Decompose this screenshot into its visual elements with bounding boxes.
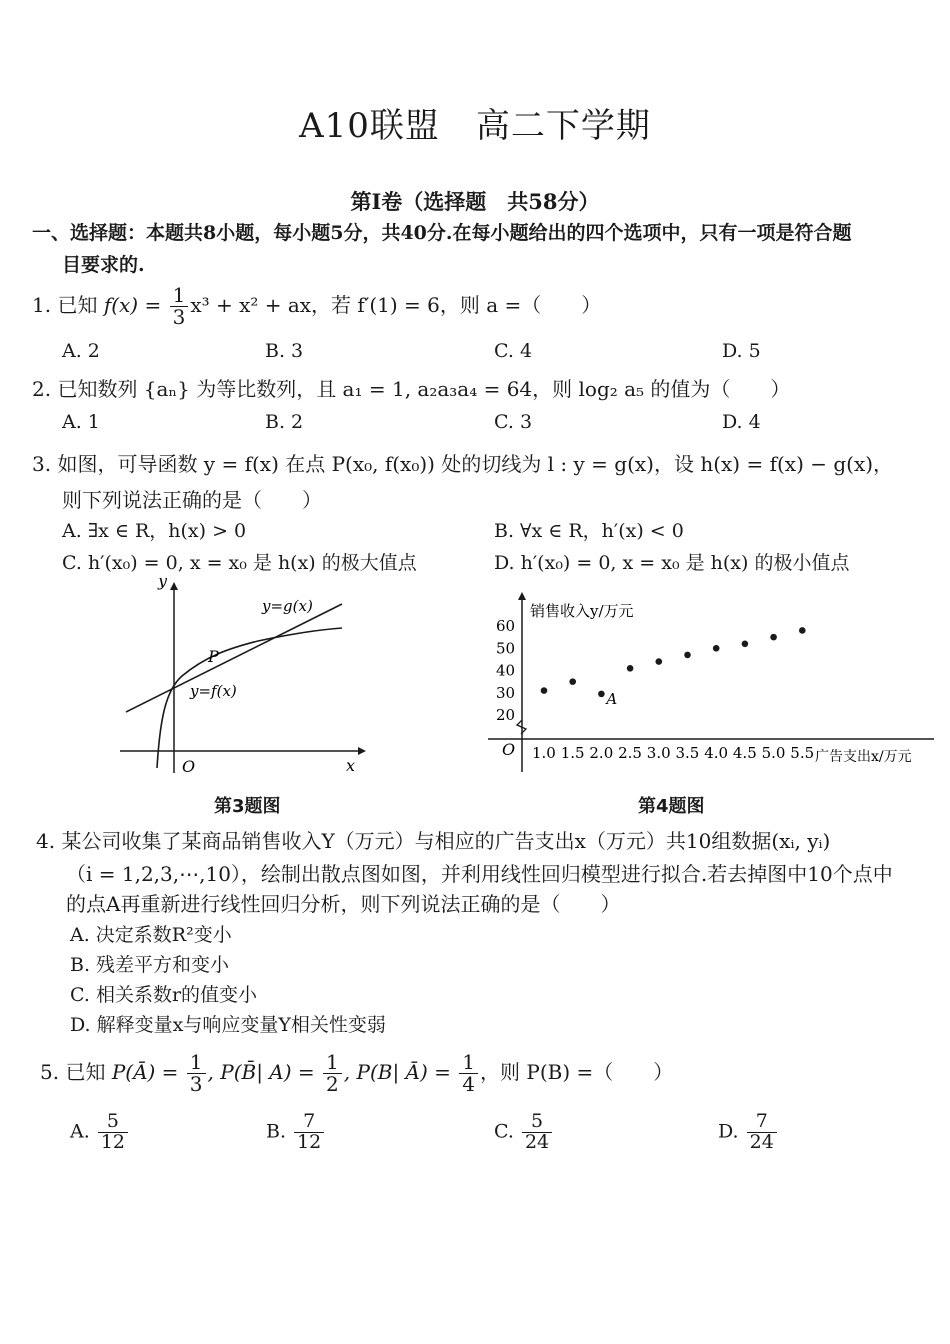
question-2	[32, 373, 790, 402]
figure-3-caption: 第3题图	[214, 796, 281, 817]
x-tick-label: 3.0	[646, 744, 671, 762]
title-right: 高二下学期	[475, 106, 651, 146]
chart-y-arrow	[518, 592, 526, 600]
question-number: 2.	[32, 377, 52, 401]
label-f: y=f(x)	[190, 682, 237, 700]
q5-option-b: B. $\frac{7}{12}$	[266, 1112, 326, 1153]
question-prefix: 已知	[65, 1060, 106, 1084]
p1-lhs: P(Ā) =	[111, 1060, 179, 1084]
p2-lhs: , P(B̄| A) =	[207, 1060, 315, 1084]
x-tick-label: 5.0	[761, 744, 786, 762]
x-tick-label: 1.5	[560, 744, 585, 762]
question-text: 已知数列 {aₙ} 为等比数列，且 a₁ = 1, a₂a₃a₄ = 64，则 log₂ a₅ 的值为（ ）	[57, 377, 791, 401]
y-tick-label: 20	[496, 706, 516, 724]
q5-option-c: C. $\frac{5}{24}$	[494, 1112, 554, 1153]
x-tick-label: 5.5	[790, 744, 815, 762]
q2-option-d: D. 4	[722, 411, 761, 433]
scatter-point	[799, 627, 806, 634]
x-tick-label: 1.0	[532, 744, 556, 762]
q2-option-c: C. 3	[494, 411, 533, 433]
question-4	[36, 825, 830, 854]
y-tick-label: 30	[496, 683, 516, 702]
question-4-line2: （i = 1,2,3,⋯,10），绘制出散点图如图，并利用线性回归模型进行拟合.若去掉图中10个点中	[66, 862, 893, 886]
question-4-line3: 的点A再重新进行线性回归分析，则下列说法正确的是（ ）	[66, 892, 621, 916]
q1-option-b: B. 3	[265, 340, 304, 362]
curve-f	[157, 628, 342, 768]
q4-option-c: C. 相关系数r的值变小	[70, 984, 258, 1006]
question-number: 5.	[40, 1060, 60, 1084]
q1-option-c: C. 4	[494, 340, 533, 362]
label-y: y	[158, 578, 168, 590]
y-tick-label: 60	[496, 617, 516, 635]
y-tick-label: 50	[496, 639, 516, 658]
scatter-point	[656, 658, 663, 665]
fraction: $\frac{1}{4}$	[459, 1052, 478, 1095]
q3-option-c: C. h′(x₀) = 0, x = x₀ 是 h(x) 的极大值点	[62, 552, 417, 574]
question-number: 1.	[32, 293, 52, 317]
scatter-point	[770, 634, 777, 641]
question-prefix: 已知	[57, 293, 98, 317]
q4-option-a: A. 决定系数R²变小	[70, 924, 232, 946]
figure-4-caption: 第4题图	[638, 796, 705, 817]
scatter-point	[627, 665, 634, 672]
x-tick-label: 4.5	[732, 744, 757, 762]
y-tick-label: 40	[496, 661, 516, 680]
question-3	[32, 448, 893, 477]
part-heading-line2: 目要求的.	[62, 254, 145, 276]
figure-4-chart	[484, 592, 946, 780]
q3-option-a: A. ∃x ∈ R，h(x) > 0	[62, 520, 247, 542]
chart-points	[541, 627, 806, 708]
label-x: x	[346, 756, 356, 775]
q4-option-b: B. 残差平方和变小	[70, 954, 230, 976]
part-heading-line1: 一、选择题：本题共8小题，每小题5分，共40分.在每小题给出的四个选项中，只有一项是符合题	[32, 222, 852, 244]
label-origin: O	[182, 757, 196, 776]
question-suffix: ，则 P(B) =（ ）	[480, 1060, 674, 1084]
figure-3	[110, 578, 370, 778]
expr-fx: f(x) =	[103, 293, 162, 317]
scatter-point	[569, 678, 576, 685]
section-title: 第Ⅰ卷（选择题 共58分）	[350, 189, 600, 214]
page-title	[0, 98, 950, 147]
question-3-line2: 则下列说法正确的是（ ）	[62, 488, 322, 512]
question-1	[32, 285, 601, 328]
question-text-line1: 如图，可导函数 y = f(x) 在点 P(x₀, f(x₀)) 处的切线为 l : y = g(x)，设 h(x) = f(x) − g(x)，	[57, 452, 894, 476]
fraction: $\frac{1}{3}$	[187, 1052, 206, 1095]
q4-option-d: D. 解释变量x与响应变量Y相关性变弱	[70, 1014, 386, 1036]
question-number: 4.	[36, 829, 56, 853]
scatter-point	[742, 641, 749, 648]
label-g: y=g(x)	[262, 597, 313, 615]
scatter-point	[684, 652, 691, 659]
q3-option-b: B. ∀x ∈ R，h′(x) < 0	[494, 520, 684, 542]
q3-option-d: D. h′(x₀) = 0, x = x₀ 是 h(x) 的极小值点	[494, 552, 850, 574]
scatter-point	[541, 687, 548, 694]
q2-option-a: A. 1	[62, 411, 100, 433]
y-axis-arrow	[170, 582, 178, 590]
question-number: 3.	[32, 452, 52, 476]
q5-option-a: A. $\frac{5}{12}$	[70, 1112, 130, 1153]
x-tick-label: 2.5	[618, 744, 642, 762]
scatter-point	[713, 645, 720, 652]
q2-option-b: B. 2	[265, 411, 304, 433]
q1-option-d: D. 5	[722, 340, 761, 362]
q5-option-d: D. $\frac{7}{24}$	[718, 1112, 779, 1153]
label-p: P	[208, 647, 219, 666]
x-tick-label: 4.0	[704, 744, 729, 762]
x-tick-label: 3.5	[675, 744, 700, 762]
chart-y-label: 销售收入y/万元	[530, 602, 634, 620]
fraction: $\frac{1}{3}$	[170, 285, 189, 328]
question-5	[40, 1052, 673, 1095]
x-tick-label: 2.0	[589, 744, 614, 762]
title-left: A10联盟	[299, 106, 440, 146]
fraction: $\frac{1}{2}$	[323, 1052, 342, 1095]
scatter-point	[598, 691, 605, 698]
q1-option-a: A. 2	[62, 340, 100, 362]
point-label-a: A	[606, 689, 618, 708]
p3-lhs: , P(B| Ā) =	[343, 1060, 451, 1084]
chart-origin-label: O	[502, 740, 516, 759]
question-text-line1: 某公司收集了某商品销售收入Y（万元）与相应的广告支出x（万元）共10组数据(xᵢ, yᵢ)	[61, 829, 831, 853]
chart-x-label: 广告支出x/万元	[815, 749, 912, 765]
expr-rest: x³ + x² + ax，若 f′(1) = 6，则 a =（ ）	[190, 293, 602, 317]
x-axis-arrow	[358, 747, 366, 755]
